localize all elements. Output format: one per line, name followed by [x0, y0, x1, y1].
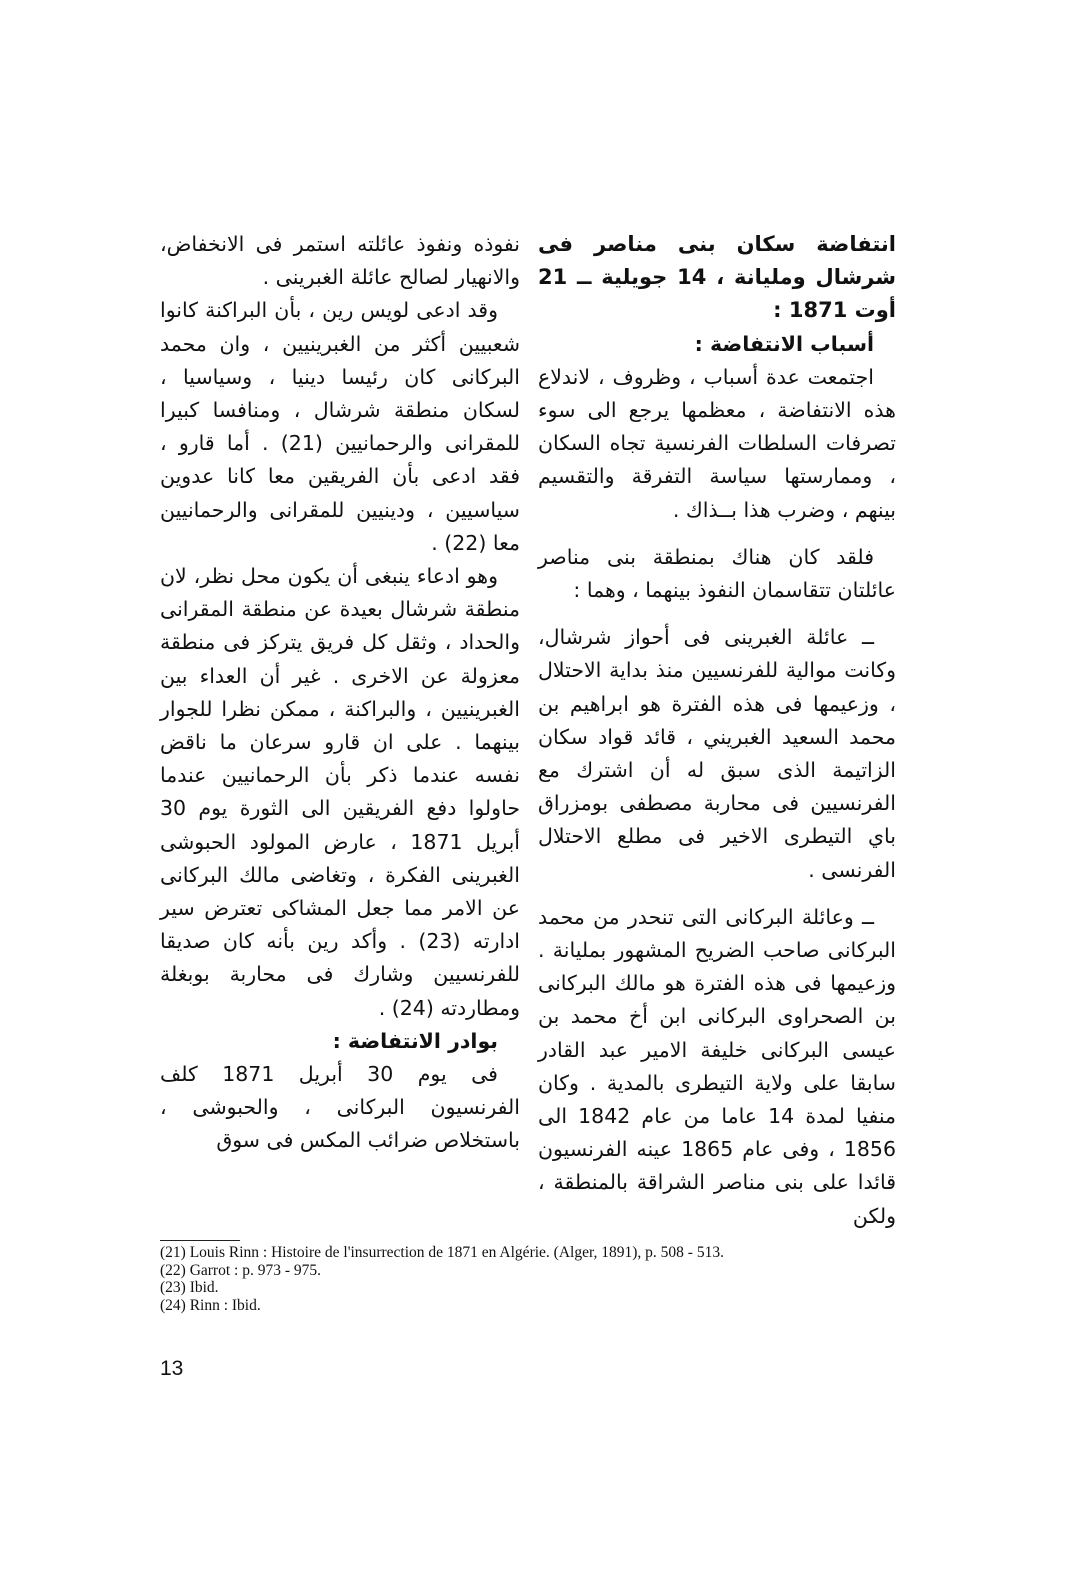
subsection-title-signs: بوادر الانتفاضة :: [332, 1028, 498, 1053]
paragraph: نفوذه ونفوذ عائلته استمر فى الانخفاض، والانهيار لصالح عائلة الغبرينى .: [160, 232, 520, 290]
subsection-title-causes: أسباب الانتفاضة :: [694, 331, 874, 356]
paragraph: اجتمعت عدة أسباب ، وظروف ، لاندلاع هذه الانتفاضة ، معظمها يرجع الى سوء تصرفات السلطات الفرنسية تجاه السكان ، وممارستها سياسة التفرقة والتقسيم بينهم ، وضرب هذا بــذاك .: [538, 364, 896, 522]
footnote: (24) Rinn : Ibid.: [160, 1296, 261, 1314]
footnote: (23) Ibid.: [160, 1279, 219, 1296]
paragraph: ــ وعائلة البركانى التى تنحدر من محمد البركانى صاحب الضريح المشهور بمليانة . وزعيمها فى هذه الفترة هو مالك البركانى بن الصحراوى البركانى ابن أخ محمد بن عيسى البركانى خليفة الامير عبد القادر سابقا على ولاية التيطرى بالمدية . وكان منفيا لمدة 14 عاما من عام 1842 الى 1856 ، وفى عام 1865 عينه الفرنسيون قائدا على بنى مناصر الشراقة بالمنطقة ، ولكن: [538, 904, 897, 1228]
paragraph: وقد ادعى لويس رين ، بأن البراكنة كانوا شعبيين أكثر من الغبرينيين ، وان محمد البركانى كان رئيسا دينيا ، وسياسيا ، لسكان منطقة شرشال ، ومنافسا كبيرا للمقرانى والرحمانيين (21) . أما قارو ، فقد ادعى بأن الفريقين معا كانا عدوين سياسيين ، ودينيين للمقرانى والرحمانيين معا (22) .: [160, 298, 520, 555]
page-number: 13: [160, 1357, 184, 1380]
paragraph: فلقد كان هناك بمنطقة بنى مناصر عائلتان تتقاسمان النفوذ بينهما ، وهما :: [538, 544, 896, 603]
paragraph: فى يوم 30 أبريل 1871 كلف الفرنسيون البركانى ، والحبوشى ، باستخلاص ضرائب المكس فى سوق: [160, 1062, 520, 1153]
left-column: [160, 228, 520, 1158]
section-title: انتفاضة سكان بنى مناصر فى شرشال ومليانة ، 14 جويلية ــ 21 أوت 1871 :: [538, 232, 897, 323]
footnote: (22) Garrot : p. 973 - 975.: [160, 1261, 321, 1279]
paragraph: ــ عائلة الغبرينى فى أحواز شرشال، وكانت موالية للفرنسيين منذ بداية الاحتلال ، وزعيمها فى هذه الفترة هو ابراهيم بن محمد السعيد الغبريني ، قائد قواد سكان الزاتيمة الذى سبق له أن اشترك مع الفرنسيين فى محاربة مصطفى بومزراق باي التيطرى الاخير فى مطلع الاحتلال الفرنسى .: [538, 625, 896, 882]
right-column: [538, 228, 896, 1233]
paragraph: وهو ادعاء ينبغى أن يكون محل نظر، لان منطقة شرشال بعيدة عن منطقة المقرانى والحداد ، وثقل كل فريق يتركز فى منطقة معزولة عن الاخرى . غير أن العداء بين الغبرينيين ، والبراكنة ، ممكن نظرا للجوار بينهما . على ان قارو سرعان ما ناقض نفسه عندما ذكر بأن الرحمانيين عندما حاولوا دفع الفريقين الى الثورة يوم 30 أبريل 1871 ، عارض المولود الحبوشى الغبرينى الفكرة ، وتغاضى مالك البركانى عن الامر مما جعل المشاكى تعترض سير ادارته (23) . وأكد رين بأنه كان صديقا للفرنسيين وشارك فى محاربة بوبغلة ومطاردته (24) .: [160, 564, 520, 1020]
footnote: (21) Louis Rinn : Histoire de l'insurrection de 1871 en Algérie. (Alger, 1891), p. 508 - 513.: [160, 1244, 724, 1261]
footnote-rule: [160, 1240, 240, 1241]
footnotes: [160, 1244, 900, 1314]
